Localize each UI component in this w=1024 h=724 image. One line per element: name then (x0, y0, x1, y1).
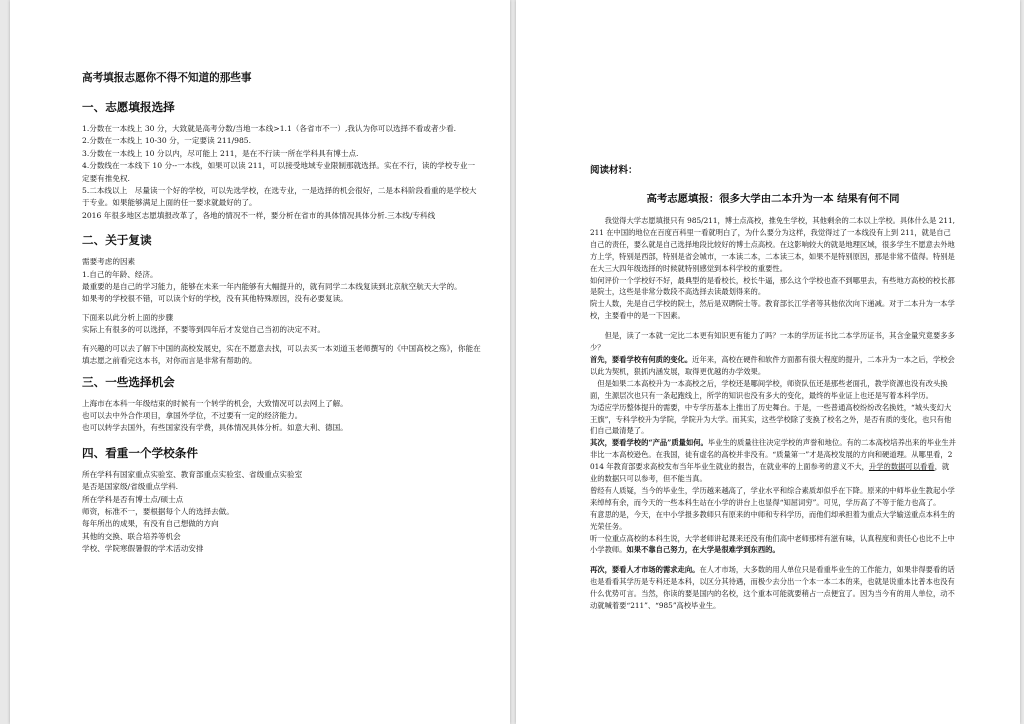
emphasis-text: 再次，要看人才市场的需求走向。 (590, 565, 700, 575)
paragraph: 曾经有人质疑，当今的毕业生，学历越来越高了，学业水平和综合素质却似乎在下降。原来的中师毕业生教起小学来绰绰有余，而今天的一些本科生站在小学的讲台上也显得“知屈词穷”。可见，学历高了不等于能力也高了。 (590, 485, 955, 507)
paragraph: 有意思的是，今天，在中小学报多教师只有原来的中师和专科学历，而他们却承担着为重点大学输送重点本科生的光荣任务。 (590, 509, 955, 531)
emphasis-text: 其次，要看学校的“产品”质量如何。 (590, 438, 708, 448)
emphasis-text: 首先，要看学校有何质的变化。 (590, 354, 693, 364)
paragraph: 每年所出的成果，有没有自己想做的方向 (82, 519, 219, 529)
paragraph: 我觉得大学志愿填报只有 985/211，博士点高校，推免生学校，其他剩余的二本以上学校。具体什么是 211,211 在中国的地位在百度百科里一看就明白了，为什么要分为这样，我觉得过了一本线没有上到 211，就是自己自己的责任，要么就是自己选择地段比较好的博士点高校。在这影响较大的就是地理区域，很多学生不愿意去外地方上学，特别是西部，特别是省会城市，一本读二本，二本读三本，如果不是特别原因，那是非常不值得。特别是在大三大四年级选择的时候就特别感觉到本科学校的重要性。 (590, 216, 955, 273)
paragraph: 师资，标准不一，要根据每个人的选择去做。 (82, 506, 234, 516)
paragraph: 2016 年很多地区志愿填报改革了，各地的情况不一样，要分析在省市的具体情况具体分析.三本线/专科线 (82, 210, 436, 220)
paragraph: 下面来以此分析上面的步骤 (82, 312, 174, 322)
paragraph: 需要考虑的因素 (82, 257, 136, 267)
article-title: 高考志愿填报：很多大学由二本升为一本 结果有何不同 (646, 193, 900, 205)
paragraph: 1.自己的年龄、经济。 (82, 269, 158, 279)
paragraph (590, 533, 956, 557)
paragraph: 如何评价一个学校好不好，最典型的是看校长，校长牛逼，那么这个学校也查不到哪里去，有些地方高校的校长都是院士，这些是非常分数段不高选择去读最划得来的。 (590, 275, 955, 297)
paragraph-text: ，就业的数据只可以参考，但不能当真。 (590, 462, 950, 484)
document-title: 高考填报志愿你不得不知道的那些事 (82, 72, 252, 84)
paragraph: 4.分数线在一本线下 10 分--一本线，如果可以读 211，可以接受地域专业限制那就选择。实在不行，读的学校专业一定要有推免权. (82, 161, 476, 183)
paragraph: 但是，读了一本就一定比二本更有知识更有能力了吗？一本的学历证书比二本学历证书，其含金量究竟要多多少？ (590, 331, 955, 353)
section-heading: 二、关于复读 (82, 233, 152, 248)
paragraph: 也可以去中外合作项目，拿国外学位，不过要有一定的经济能力。 (82, 410, 303, 420)
right-page-content (590, 162, 956, 612)
paragraph: 所在学科是否有博士点/硕士点 (82, 494, 184, 504)
paragraph: 最重要的是自己的学习能力，能够在未来一年内能够有大幅提升的，就有同学二本线复读到北京航空航天大学的。 (82, 282, 462, 292)
paragraph: 2.分数在一本线上 10-30 分，一定要读 211/985. (82, 136, 252, 146)
paragraph: 1.分数在一本线上 30 分，大致就是高考分数/当地一本线>1.1（各省市不一）,我认为你可以选择不看或者少看. (82, 124, 457, 133)
paragraph: 是否是国家级/省级重点学科. (82, 482, 179, 492)
reading-material-label: 阅读材料： (590, 165, 638, 176)
emphasis-text: 如果不靠自己努力，在大学是很难学到东西的。 (626, 545, 780, 555)
left-page-content (82, 70, 482, 556)
paragraph: 为适应学历整体提升的需要，中专学历基本上推出了历史舞台。于是，一些普通高校纷纷改名换姓，“城头变幻大王旗”，专科学校升为学院，学院升为大学。而其实，这些学校除了变换了校名之外，是否有质的变化，也只有他们自己最清楚了。 (590, 402, 952, 436)
underlined-text: 升学的数据可以看看 (868, 462, 935, 472)
paragraph-text: 听一位重点高校的本科生说，大学老师讲起课来还没有他们高中老师那样有滋有味，认真程度和责任心也比不上中小学教师。 (590, 533, 955, 555)
paragraph: 有兴趣的可以去了解下中国的高校发展史，实在不愿意去找，可以去买一本刘道玉老师撰写的《中国高校之殇》，你能在填志愿之前看完这本书，对你而言是非常有帮助的。 (82, 343, 481, 366)
document-page-left (10, 0, 510, 724)
paragraph: 实际上有很多的可以选择，不要等到四年后才发觉自己当初的决定不对。 (82, 325, 325, 335)
paragraph (590, 437, 956, 485)
paragraph-text: 毕业生的质量往往决定学校的声誉和地位。有的二本高校培养出来的毕业生并非比一本高校逊色。在我国，徒有虚名的高校并非没有。“质量第一”才是高校发展的方向和硬道理。从哪里看，2014 年教育部要求高校发布当年毕业生就业的报告，在就业率的上面参考的意义不大， (590, 438, 956, 472)
paragraph: 5.二本线以上 尽量读一个好的学校，可以先选学校，在选专业，一是选择的机会很好，二是本科阶段看重的是学校大于专业。如果能够满足上面的任一要求就最好的了。 (82, 186, 477, 208)
paragraph: 3.分数在一本线上 10 分以内，尽可能上 211，是在不行读一所在学科具有博士点. (82, 148, 359, 158)
paragraph (590, 354, 956, 378)
paragraph: 也可以转学去国外，有些国家没有学费，具体情况具体分析。如意大利、德国。 (82, 423, 348, 433)
paragraph: 如果考的学校很不错，可以读个好的学校，没有其他特殊原因，没有必要复读。 (82, 294, 348, 304)
section-heading: 三、一些选择机会 (82, 374, 175, 389)
paragraph: 院士人数，先是自己学校的院士，然后是双聘院士等。教育部长江学者等其他依次向下递减。对于二本升为一本学校，主要看中的是一下因素。 (590, 299, 955, 321)
paragraph-text: 在人才市场，大多数的用人单位只是看重毕业生的工作能力，如果非得要看的话也是看看其学历是专科还是本科，以区分其待遇，而极少去分出一个本一本二本的来，也就是说重本比普本也没有什么优势可言。当然，你读的要是国内的名校，这个重本可能就要稍占一点便宜了。因为当今有的用人单位，动不动就喊着要“211”、“985”高校毕业生。 (590, 565, 955, 611)
section-heading: 四、看重一个学校条件 (82, 445, 198, 460)
paragraph (590, 564, 956, 612)
paragraph: 上海市在本科一年级结束的时候有一个转学的机会，大致情况可以去网上了解。 (82, 398, 348, 408)
document-page-right (516, 0, 1020, 724)
paragraph: 但是如果二本高校升为一本高校之后，学校还是哪间学校，师资队伍还是那些老面孔，教学资源也没有改头换面，生源层次也只有一条起跑线上，所学的知识也没有多大的变化，最终的毕业证上也还是写着本科学历。 (590, 378, 948, 400)
paragraph: 学校、学院寒假暑假的学术活动安排 (82, 544, 204, 554)
paragraph: 其他的交换、联合培养等机会 (82, 531, 181, 541)
paragraph: 所在学科有国家重点实验室、教育部重点实验室、省级重点实验室 (82, 469, 303, 479)
section-heading: 一、志愿填报选择 (82, 100, 175, 114)
paragraph-text: 近年来，高校在硬件和软件方面都有很大程度的提升，二本升为一本之后，学校会以此为契机，狠抓内涵发展，取得更优越的办学效果。 (590, 354, 955, 376)
